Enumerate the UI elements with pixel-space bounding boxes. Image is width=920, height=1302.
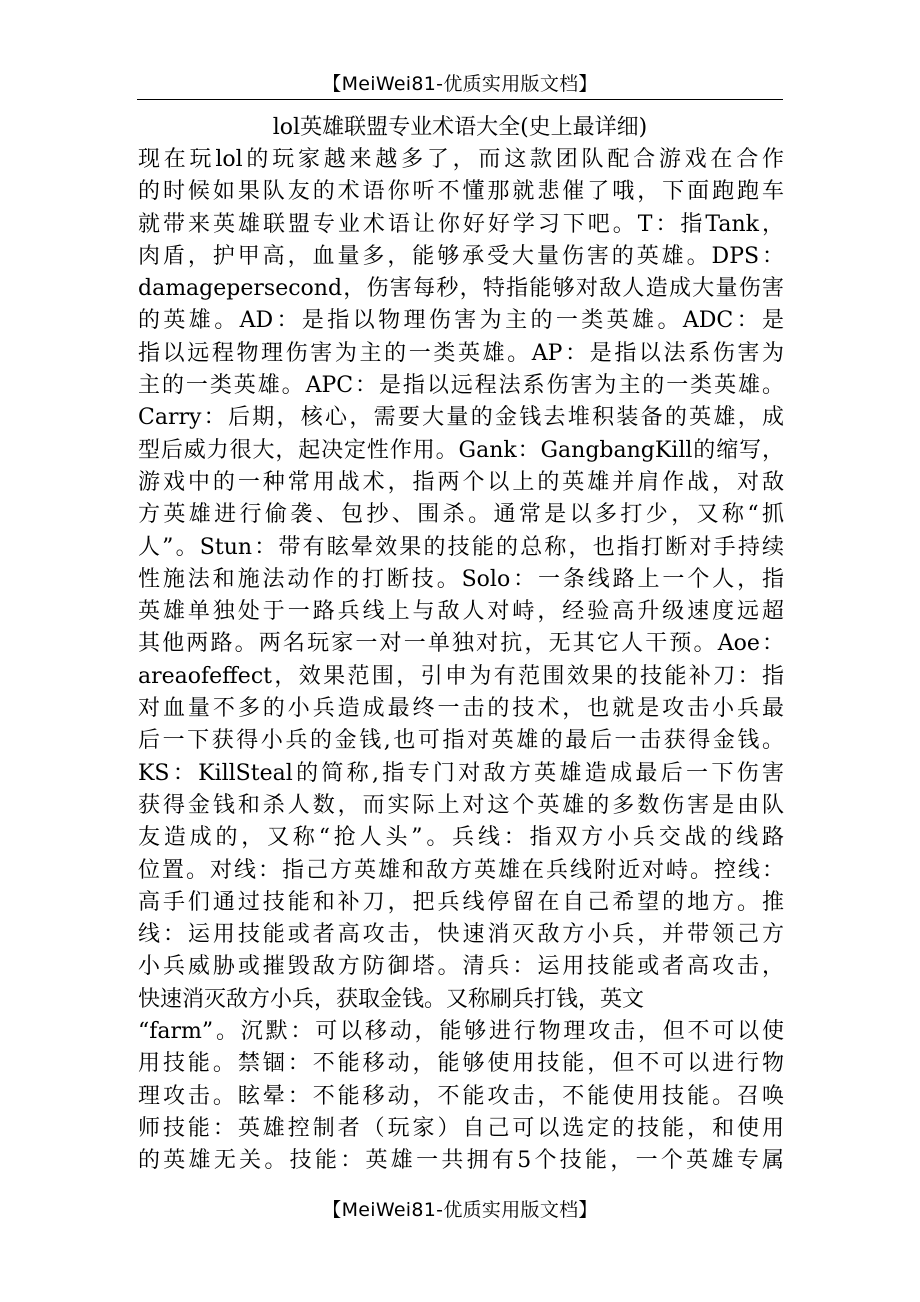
body-line: 线：运用技能或者高攻击，快速消灭敌方小兵，并带领己方 bbox=[138, 922, 784, 948]
body-line: 师技能：英雄控制者（玩家）自己可以选定的技能，和使用 bbox=[138, 1115, 784, 1141]
body-line: 对血量不多的小兵造成最终一击的技术，也就是攻击小兵最 bbox=[138, 696, 784, 722]
body-line: 型后威力很大，起决定性作用。Gank：GangbangKill的缩写， bbox=[138, 437, 784, 463]
body-line: areaofeffect，效果范围，引申为有范围效果的技能补刀：指 bbox=[138, 663, 784, 689]
body-line: 英雄单独处于一路兵线上与敌人对峙，经验高升级速度远超 bbox=[138, 599, 784, 625]
body-line: 就带来英雄联盟专业术语让你好好学习下吧。T：指Tank， bbox=[138, 211, 784, 237]
header-divider bbox=[137, 99, 783, 100]
body-line: 快速消灭敌方小兵，获取金钱。又称刷兵打钱，英文 bbox=[138, 986, 645, 1012]
body-line: 方英雄进行偷袭、包抄、围杀。通常是以多打少，又称“抓 bbox=[138, 502, 784, 528]
body-line: 其他两路。两名玩家一对一单独对抗，无其它人干预。Aoe： bbox=[138, 631, 784, 657]
page-header: 【MeiWei81-优质实用版文档】 bbox=[322, 73, 598, 95]
body-line: KS：KillSteal的简称,指专门对敌方英雄造成最后一下伤害 bbox=[138, 760, 784, 786]
body-line: 人”。Stun：带有眩晕效果的技能的总称，也指打断对手持续 bbox=[138, 534, 784, 560]
body-line: 理攻击。眩晕：不能移动，不能攻击，不能使用技能。召唤 bbox=[138, 1083, 784, 1109]
body-line: 后一下获得小兵的金钱,也可指对英雄的最后一击获得金钱。 bbox=[138, 728, 784, 754]
body-line: 位置。对线：指己方英雄和敌方英雄在兵线附近对峙。控线： bbox=[138, 857, 784, 883]
body-line: 小兵威胁或摧毁敌方防御塔。清兵：运用技能或者高攻击， bbox=[138, 954, 784, 980]
body-line: Carry：后期，核心，需要大量的金钱去堆积装备的英雄，成 bbox=[138, 405, 784, 431]
body-line: 获得金钱和杀人数，而实际上对这个英雄的多数伤害是由队 bbox=[138, 792, 784, 818]
body-line: 友造成的，又称“抢人头”。兵线：指双方小兵交战的线路 bbox=[138, 825, 784, 851]
body-line: 指以远程物理伤害为主的一类英雄。AP：是指以法系伤害为 bbox=[138, 340, 784, 366]
body-line: 游戏中的一种常用战术，指两个以上的英雄并肩作战，对敌 bbox=[138, 469, 784, 495]
body-line: 现在玩lol的玩家越来越多了，而这款团队配合游戏在合作 bbox=[138, 147, 784, 172]
document-body bbox=[138, 144, 784, 1178]
document-title: lol英雄联盟专业术语大全(史上最详细) bbox=[272, 115, 648, 140]
body-line: 的英雄。AD：是指以物理伤害为主的一类英雄。ADC：是 bbox=[138, 308, 784, 334]
body-line: 主的一类英雄。APC：是指以远程法系伤害为主的一类英雄。 bbox=[138, 373, 784, 399]
body-line: 的时候如果队友的术语你听不懂那就悲催了哦，下面跑跑车 bbox=[138, 179, 784, 205]
body-line: 高手们通过技能和补刀，把兵线停留在自己希望的地方。推 bbox=[138, 889, 784, 915]
page-footer: 【MeiWei81-优质实用版文档】 bbox=[322, 1199, 598, 1221]
body-line: “farm”。沉默：可以移动，能够进行物理攻击，但不可以使 bbox=[138, 1019, 784, 1045]
body-line: 用技能。禁锢：不能移动，能够使用技能，但不可以进行物 bbox=[138, 1051, 784, 1077]
body-line: damagepersecond，伤害每秒，特指能够对敌人造成大量伤害 bbox=[138, 276, 784, 302]
body-line: 性施法和施法动作的打断技。Solo：一条线路上一个人，指 bbox=[138, 566, 784, 592]
body-line: 肉盾，护甲高，血量多，能够承受大量伤害的英雄。DPS： bbox=[138, 243, 784, 269]
body-line: 的英雄无关。技能：英雄一共拥有5个技能，一个英雄专属 bbox=[138, 1148, 784, 1174]
